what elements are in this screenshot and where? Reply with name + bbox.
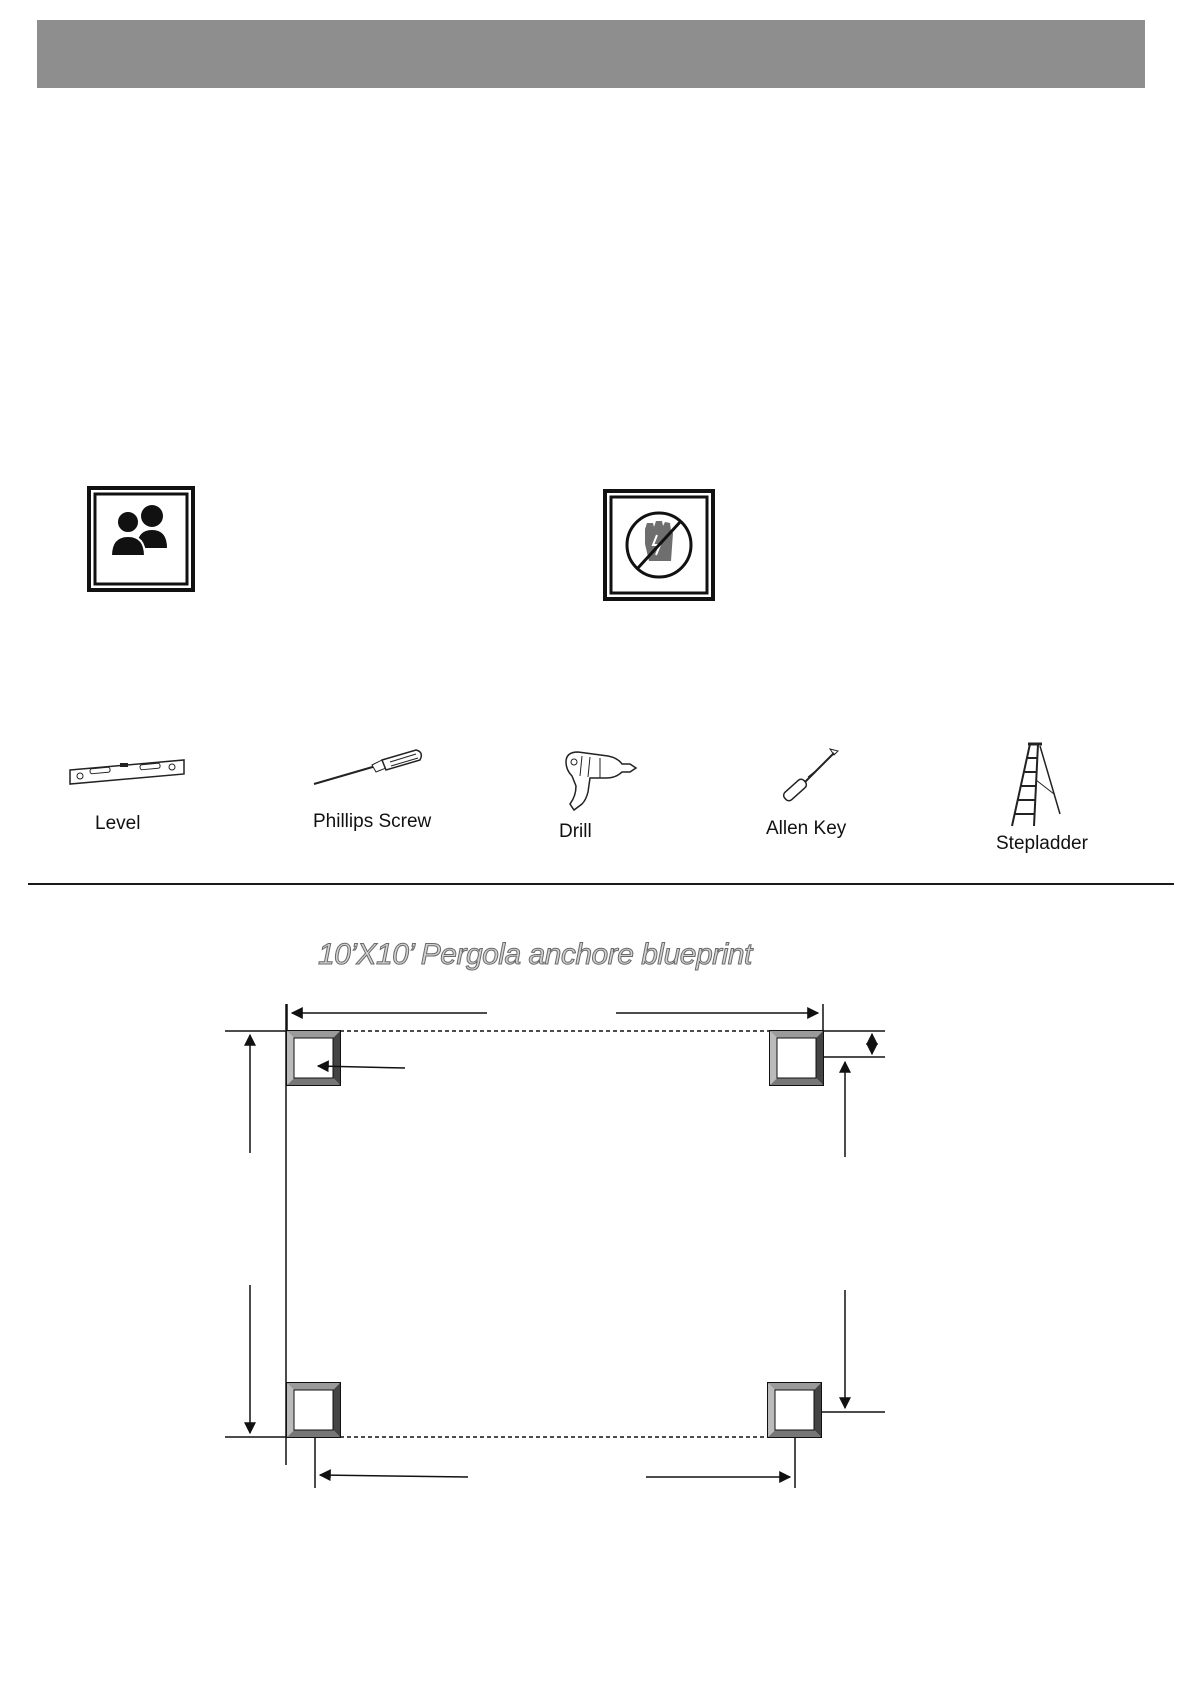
tool-label-phillips-screw: Phillips Screw xyxy=(313,811,432,832)
anchor-plate-top-right xyxy=(770,1031,823,1085)
blueprint-title: 10’X10’ Pergola anchore blueprint xyxy=(318,938,752,971)
anchor-plate-top-left xyxy=(287,1031,340,1085)
tool-label-stepladder: Stepladder xyxy=(996,833,1088,854)
bottom-dimension-arrow-left xyxy=(320,1475,468,1477)
tool-label-allen-key: Allen Key xyxy=(766,818,847,839)
tool-label-drill: Drill xyxy=(559,821,592,842)
anchor-plate-bottom-right xyxy=(768,1383,821,1437)
tool-label-level: Level xyxy=(95,813,141,834)
anchor-plate-bottom-left xyxy=(287,1383,340,1437)
